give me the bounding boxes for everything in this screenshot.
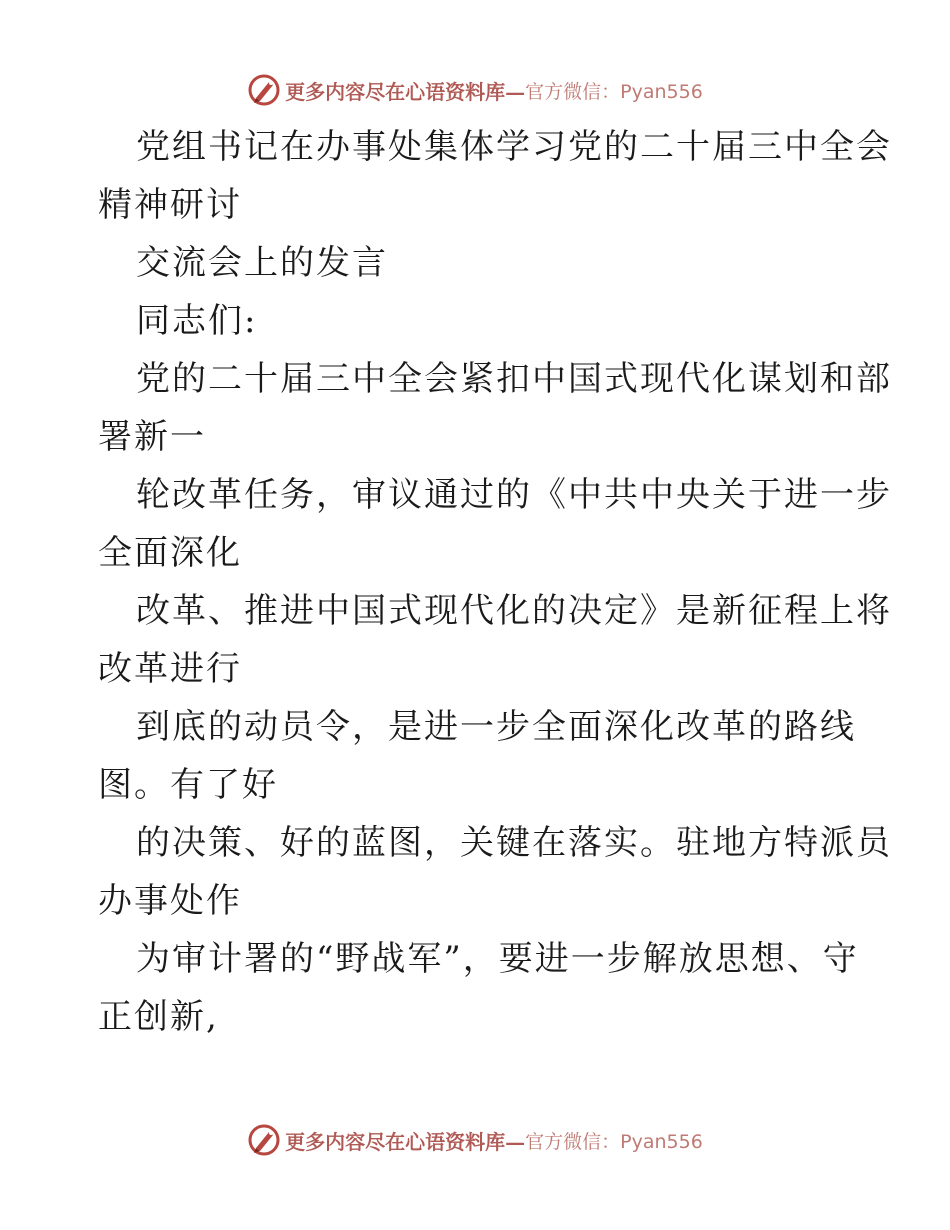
body-line-5: 党的二十届三中全会紧扣中国式现代化谋划和部 [136,359,892,399]
header-banner [0,70,950,110]
body-line-4: 同志们: [136,301,258,341]
body-line-6: 署新一 [98,417,206,457]
body-line-16: 正创新, [98,997,219,1037]
body-line-12: 图。有了好 [98,765,278,805]
header-wechat-text: 官方微信：Pyan556 [525,80,703,103]
footer-banner [0,1120,950,1160]
body-line-14: 办事处作 [98,881,242,921]
body-line-2: 精神研讨 [98,185,242,225]
pen-circle-logo-icon [247,73,281,107]
body-line-13: 的决策、好的蓝图，关键在落实。驻地方特派员 [136,823,892,863]
pen-circle-logo-icon [247,1123,281,1157]
body-line-15: 为审计署的“野战军”，要进一步解放思想、守 [136,939,859,979]
body-line-8: 全面深化 [98,533,242,573]
footer-wechat-text: 官方微信：Pyan556 [525,1130,703,1153]
body-line-9: 改革、推进中国式现代化的决定》是新征程上将 [136,591,892,631]
document-body [98,118,892,1046]
body-line-10: 改革进行 [98,649,242,689]
footer-banner-text: 更多内容尽在心语资料库— [285,1129,526,1154]
body-line-11: 到底的动员令，是进一步全面深化改革的路线 [136,707,856,747]
header-banner-text: 更多内容尽在心语资料库— [285,79,526,104]
body-line-3: 交流会上的发言 [136,243,388,283]
body-line-1: 党组书记在办事处集体学习党的二十届三中全会 [136,127,892,167]
body-line-7: 轮改革任务，审议通过的《中共中央关于进一步 [136,475,892,515]
